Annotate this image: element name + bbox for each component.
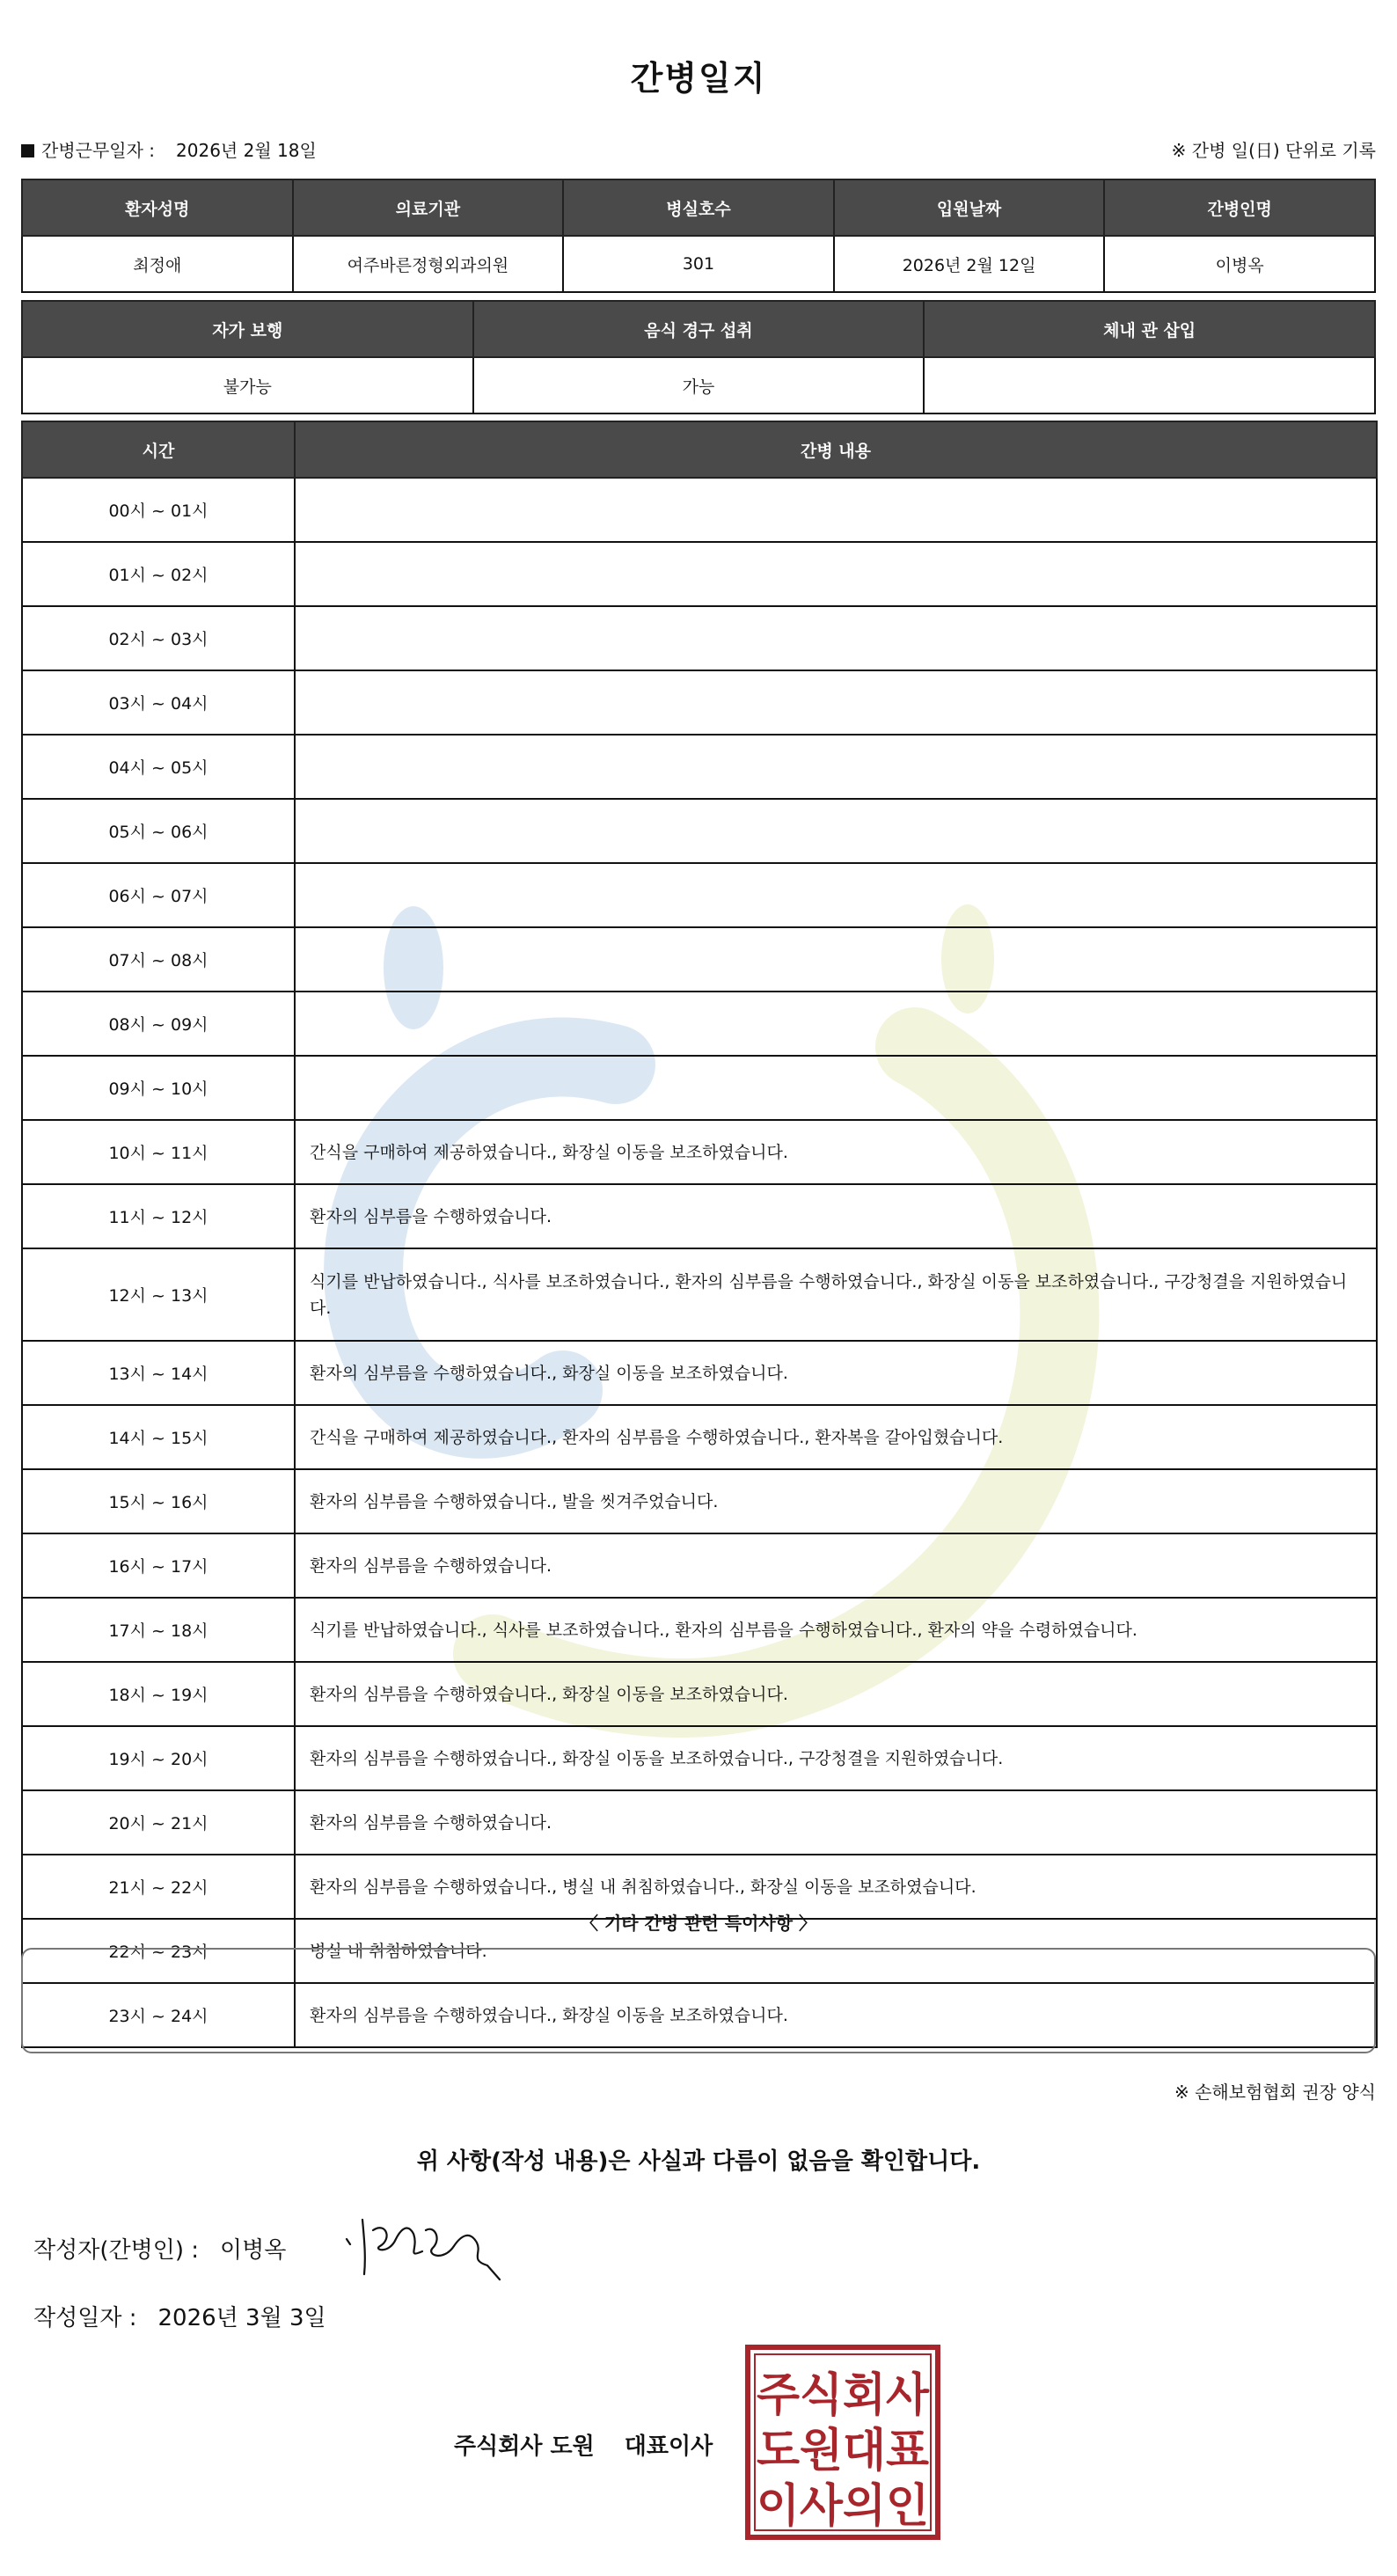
patient-status-table (21, 300, 1376, 414)
time-cell: 09시 ~ 10시 (22, 1056, 295, 1120)
care-content-cell: 환자의 심부름을 수행하였습니다. (295, 1533, 1377, 1598)
time-cell: 22시 ~ 23시 (22, 1919, 295, 1983)
oral-intake-value: 가능 (473, 357, 925, 413)
patient-info-table (21, 179, 1376, 293)
care-content-cell: 환자의 심부름을 수행하였습니다., 화장실 이동을 보조하였습니다. (295, 1662, 1377, 1726)
table-row (22, 992, 1377, 1056)
seal-line-2: 도원대표 (757, 2425, 929, 2477)
header-admission-date: 입원날짜 (834, 179, 1105, 236)
table-row (22, 1662, 1377, 1726)
table-row (22, 1056, 1377, 1120)
care-content-cell (295, 992, 1377, 1056)
header-tube-insertion: 체내 관 삽입 (924, 301, 1375, 357)
seal-line-3: 이사의인 (757, 2480, 929, 2533)
time-cell: 00시 ~ 01시 (22, 478, 295, 542)
header-hospital: 의료기관 (293, 179, 564, 236)
work-date-label: 간병근무일자 : (41, 140, 156, 161)
care-content-cell: 간식을 구매하여 제공하였습니다., 화장실 이동을 보조하였습니다. (295, 1120, 1377, 1184)
care-content-cell: 환자의 심부름을 수행하였습니다., 화장실 이동을 보조하였습니다. (295, 1983, 1377, 2047)
seal-line-1: 주식회사 (757, 2369, 930, 2422)
time-cell: 12시 ~ 13시 (22, 1248, 295, 1341)
care-content-cell (295, 735, 1377, 799)
care-content-cell (295, 670, 1377, 735)
time-cell: 16시 ~ 17시 (22, 1533, 295, 1598)
table-row (22, 1469, 1377, 1533)
care-content-cell: 환자의 심부름을 수행하였습니다., 발을 씻겨주었습니다. (295, 1469, 1377, 1533)
table-row (22, 1598, 1377, 1662)
table-row (22, 863, 1377, 927)
confirmation-statement: 위 사항(작성 내용)은 사실과 다름이 없음을 확인합니다. (416, 2148, 981, 2175)
time-cell: 15시 ~ 16시 (22, 1469, 295, 1533)
table-row (22, 735, 1377, 799)
header-care-content: 간병 내용 (295, 421, 1377, 478)
company-line (454, 2428, 713, 2461)
time-cell: 14시 ~ 15시 (22, 1405, 295, 1469)
care-content-cell: 환자의 심부름을 수행하였습니다., 화장실 이동을 보조하였습니다. (295, 1341, 1377, 1405)
special-notes-box (21, 1948, 1376, 2053)
company-seal-icon (744, 2344, 941, 2541)
table-row (22, 1533, 1377, 1598)
ceo-title: 대표이사 (624, 2433, 713, 2460)
table-row (22, 1726, 1377, 1790)
time-cell: 13시 ~ 14시 (22, 1341, 295, 1405)
time-cell: 07시 ~ 08시 (22, 927, 295, 992)
table-row (22, 606, 1377, 670)
time-cell: 20시 ~ 21시 (22, 1790, 295, 1855)
caregiver-name: 이병옥 (1104, 236, 1375, 292)
table-row (22, 927, 1377, 992)
time-cell: 19시 ~ 20시 (22, 1726, 295, 1790)
table-row (22, 1184, 1377, 1248)
self-walking-value: 불가능 (22, 357, 473, 413)
care-content-cell: 식기를 반납하였습니다., 식사를 보조하였습니다., 환자의 심부름을 수행하였습니다., 환자의 약을 수령하였습니다. (295, 1598, 1377, 1662)
care-content-cell (295, 542, 1377, 606)
header-oral-intake: 음식 경구 섭취 (473, 301, 925, 357)
time-cell: 01시 ~ 02시 (22, 542, 295, 606)
header-room: 병실호수 (563, 179, 834, 236)
time-cell: 21시 ~ 22시 (22, 1855, 295, 1919)
care-content-cell (295, 799, 1377, 863)
meta-row (21, 136, 1376, 165)
care-content-cell (295, 606, 1377, 670)
time-cell: 03시 ~ 04시 (22, 670, 295, 735)
room-number: 301 (563, 236, 834, 292)
document-title: 간병일지 (630, 59, 767, 98)
work-date (21, 136, 317, 162)
unit-note: ※ 간병 일(日) 단위로 기록 (1171, 140, 1376, 161)
header-caregiver: 간병인명 (1104, 179, 1375, 236)
patient-name: 최정애 (22, 236, 293, 292)
table-row (22, 542, 1377, 606)
table-row (22, 799, 1377, 863)
care-log-table (21, 421, 1378, 2048)
care-content-cell: 병실 내 취침하였습니다. (295, 1919, 1377, 1983)
header-patient-name: 환자성명 (22, 179, 293, 236)
time-cell: 02시 ~ 03시 (22, 606, 295, 670)
care-content-cell: 환자의 심부름을 수행하였습니다., 화장실 이동을 보조하였습니다., 구강청결을 지원하였습니다. (295, 1726, 1377, 1790)
time-cell: 08시 ~ 09시 (22, 992, 295, 1056)
care-content-cell: 환자의 심부름을 수행하였습니다. (295, 1184, 1377, 1248)
table-row (22, 1790, 1377, 1855)
care-content-cell: 식기를 반납하였습니다., 식사를 보조하였습니다., 환자의 심부름을 수행하였습니다., 화장실 이동을 보조하였습니다., 구강청결을 지원하였습니다. (295, 1248, 1377, 1341)
tube-insertion-value (924, 357, 1375, 413)
care-content-cell (295, 1056, 1377, 1120)
writer-line (33, 2232, 286, 2265)
header-time: 시간 (22, 421, 295, 478)
time-cell: 18시 ~ 19시 (22, 1662, 295, 1726)
time-cell: 11시 ~ 12시 (22, 1184, 295, 1248)
recommend-note: ※ 손해보험협회 권장 양식 (1174, 2082, 1376, 2103)
time-cell: 17시 ~ 18시 (22, 1598, 295, 1662)
table-row (22, 478, 1377, 542)
care-content-cell: 환자의 심부름을 수행하였습니다., 병실 내 취침하였습니다., 화장실 이동을 보조하였습니다. (295, 1855, 1377, 1919)
table-row (22, 1405, 1377, 1469)
care-content-cell (295, 863, 1377, 927)
header-self-walking: 자가 보행 (22, 301, 473, 357)
care-content-cell (295, 927, 1377, 992)
table-row (22, 1248, 1377, 1341)
care-content-cell: 간식을 구매하여 제공하였습니다., 환자의 심부름을 수행하였습니다., 환자복을 갈아입혔습니다. (295, 1405, 1377, 1469)
writer-name: 이병옥 (220, 2237, 287, 2264)
handwritten-signature-icon (338, 2204, 505, 2283)
table-row (22, 1120, 1377, 1184)
time-cell: 10시 ~ 11시 (22, 1120, 295, 1184)
time-cell: 06시 ~ 07시 (22, 863, 295, 927)
written-date-value: 2026년 3월 3일 (157, 2305, 326, 2331)
square-bullet-icon (21, 144, 34, 157)
special-notes-title: 〈 기타 간병 관련 특이사항 〉 (580, 1913, 816, 1934)
hospital-name: 여주바른정형외과의원 (293, 236, 564, 292)
written-date-label: 작성일자 : (33, 2305, 137, 2331)
care-content-cell (295, 478, 1377, 542)
company-name: 주식회사 도원 (454, 2433, 595, 2460)
care-content-cell: 환자의 심부름을 수행하였습니다. (295, 1790, 1377, 1855)
time-cell: 23시 ~ 24시 (22, 1983, 295, 2047)
written-date-line (33, 2300, 326, 2332)
admission-date: 2026년 2월 12일 (834, 236, 1105, 292)
work-date-value: 2026년 2월 18일 (176, 140, 317, 161)
table-row (22, 670, 1377, 735)
time-cell: 05시 ~ 06시 (22, 799, 295, 863)
time-cell: 04시 ~ 05시 (22, 735, 295, 799)
table-row (22, 1341, 1377, 1405)
writer-label: 작성자(간병인) : (33, 2237, 200, 2264)
